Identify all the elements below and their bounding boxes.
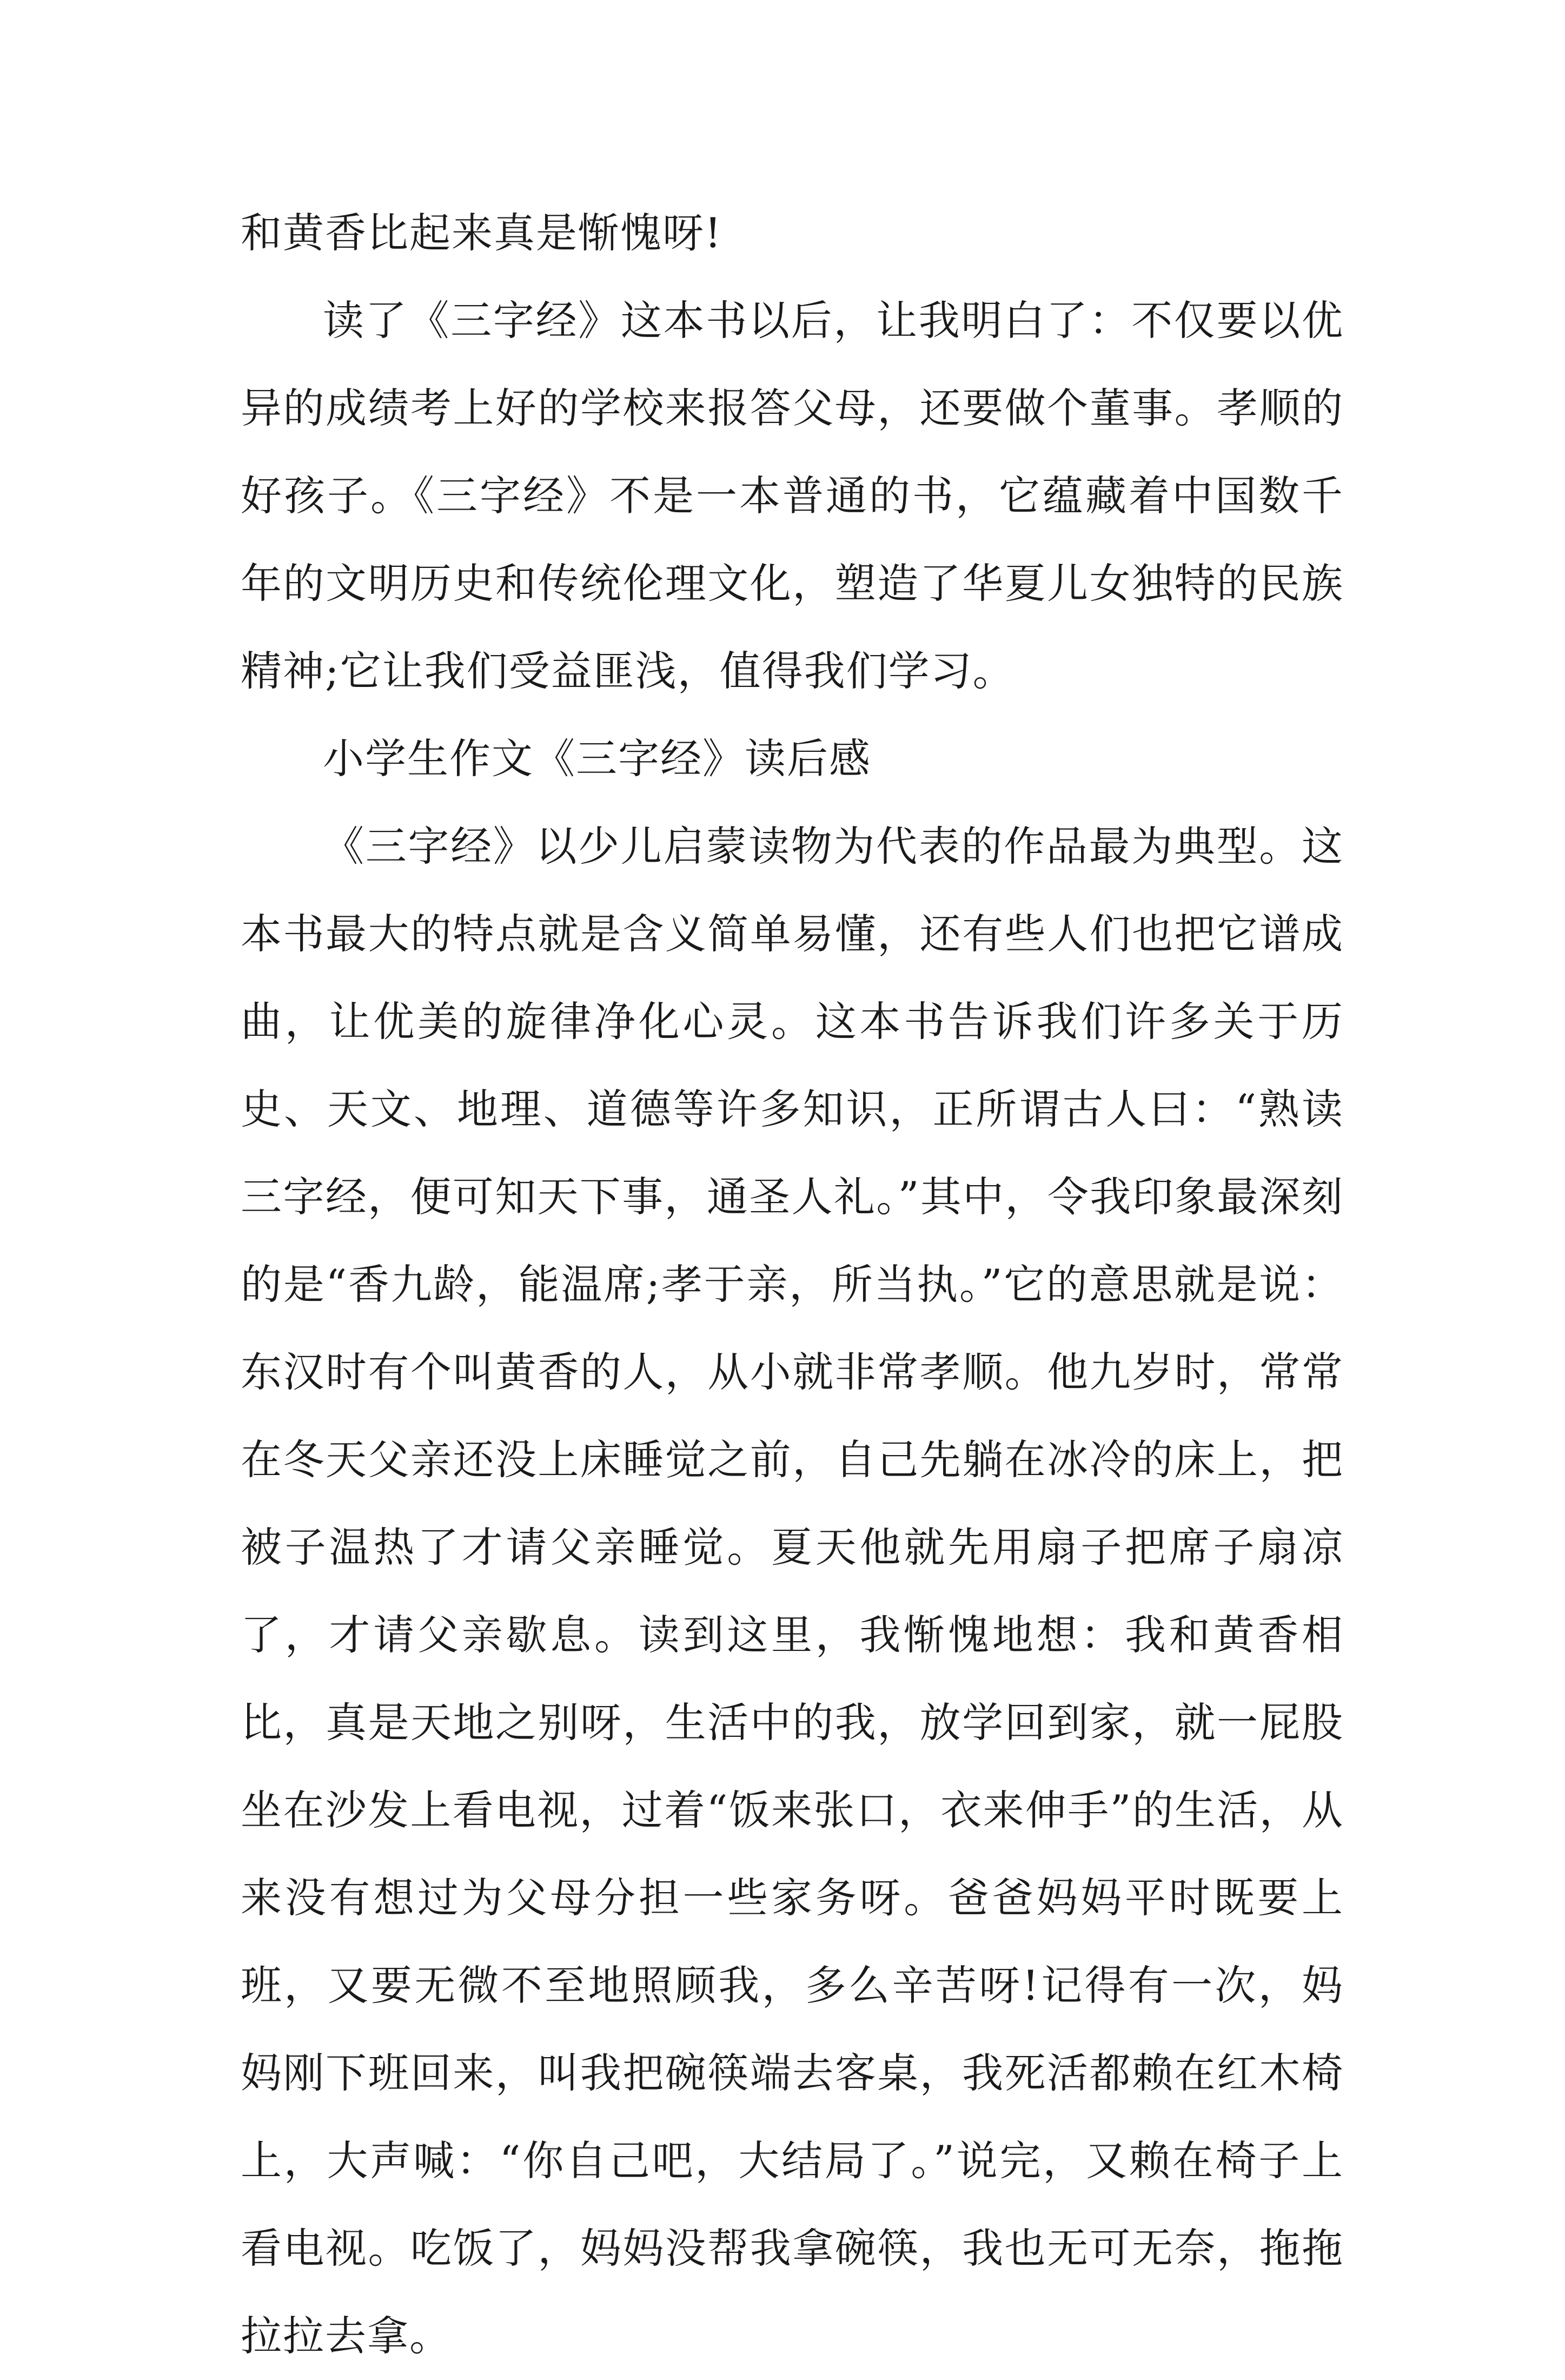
essay-title: 小学生作文《三字经》读后感: [323, 735, 871, 783]
paragraph-reflection: 读了《三字经》这本书以后，让我明白了：不仅要以优异的成绩考上好的学校来报答父母，还要做个董事。孝顺的好孩子。《三字经》不是一本普通的书，它蕴藏着中国数千年的文明历史和传统伦理文化，塑造了华夏儿女独特的民族精神;它让我们受益匪浅，值得我们学习。: [241, 296, 1344, 695]
paragraph-continuation: 和黄香比起来真是惭愧呀!: [241, 209, 722, 257]
paragraph-essay-body: 《三字经》以少儿启蒙读物为代表的作品最为典型。这本书最大的特点就是含义简单易懂，还有些人们也把它谱成曲，让优美的旋律净化心灵。这本书告诉我们许多关于历史、天文、地理、道德等许多知识，正所谓古人曰：“熟读三字经，便可知天下事，通圣人礼。”其中，令我印象最深刻的是“香九龄，能温席;孝于亲，所当执。”它的意思就是说：东汉时有个叫黄香的人，从小就非常孝顺。他九岁时，常常在冬天父亲还没上床睡觉之前，自己先躺在冰冷的床上，把被子温热了才请父亲睡觉。夏天他就先用扇子把席子扇凉了，才请父亲歇息。读到这里，我惭愧地想：我和黄香相比，真是天地之别呀，生活中的我，放学回到家，就一屁股坐在沙发上看电视，过着“饭来张口，衣来伸手”的生活，从来没有想过为父母分担一些家务呀。爸爸妈妈平时既要上班，又要无微不至地照顾我，多么辛苦呀!记得有一次，妈妈刚下班回来，叫我把碗筷端去客桌，我死活都赖在红木椅上，大声喊：“你自己吧，大结局了。”说完，又赖在椅子上看电视。吃饭了，妈妈没帮我拿碗筷，我也无可无奈，拖拖拉拉去拿。: [241, 822, 1344, 2360]
document-body: [241, 189, 1344, 2380]
